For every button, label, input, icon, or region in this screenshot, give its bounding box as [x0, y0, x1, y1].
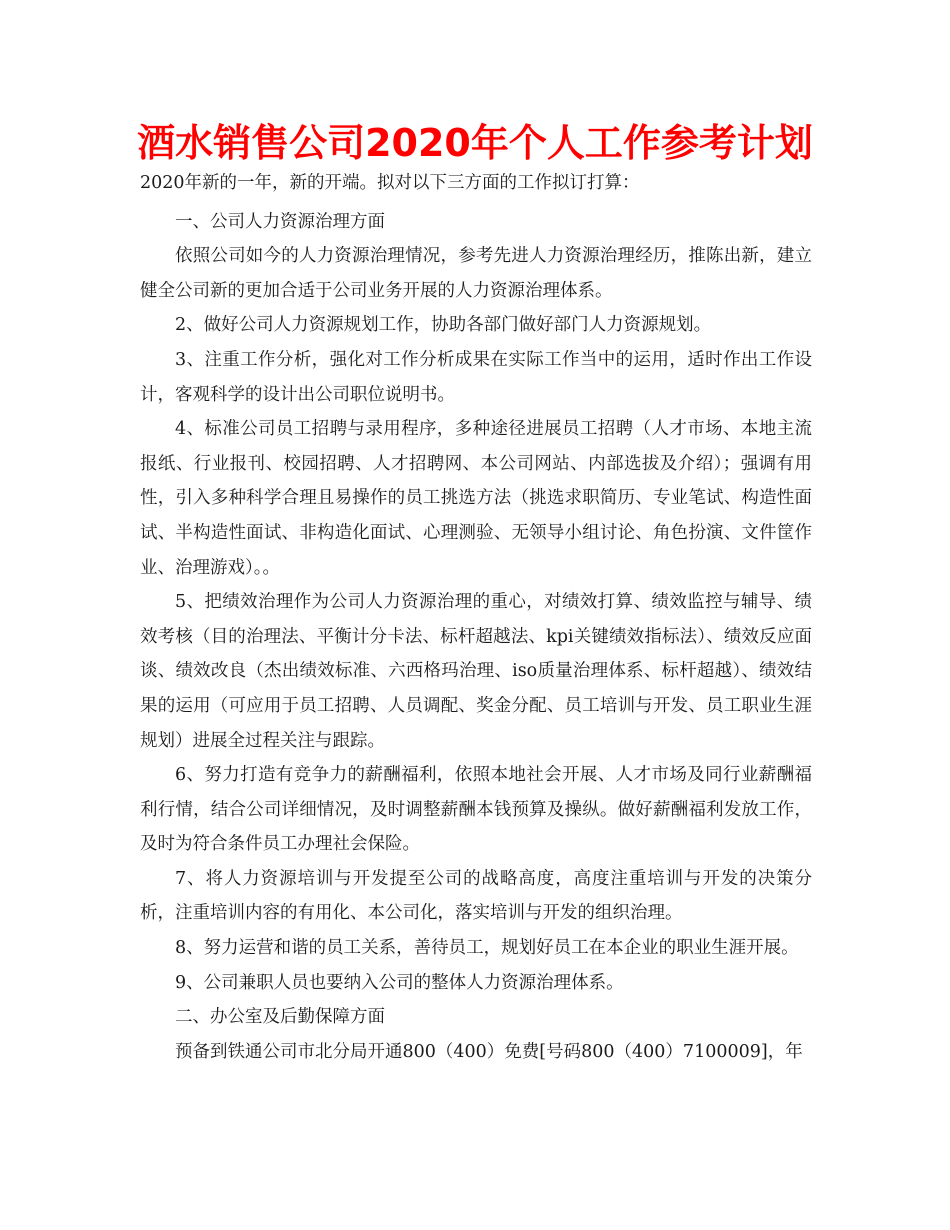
paragraph-item-3: 3、注重工作分析，强化对工作分析成果在实际工作当中的运用，适时作出工作设计，客观科学的设计出公司职位说明书。 [140, 349, 812, 405]
document-title: 酒水销售公司2020年个人工作参考计划 [137, 121, 813, 165]
paragraph-item-7: 7、将人力资源培训与开发提至公司的战略高度，高度注重培训与开发的决策分析，注重培训内容的有用化、本公司化，落实培训与开发的组织治理。 [140, 868, 812, 924]
document-body [140, 166, 812, 1069]
paragraph-item-1: 依照公司如今的人力资源治理情况，参考先进人力资源治理经历，推陈出新，建立健全公司新的更加合适于公司业务开展的人力资源治理体系。 [140, 246, 812, 301]
paragraph-item-9: 9、公司兼职人员也要纳入公司的整体人力资源治理体系。 [175, 972, 624, 993]
section-heading-office: 二、办公室及后勤保障方面 [175, 1007, 385, 1028]
paragraph-item-4: 4、标准公司员工招聘与录用程序，多种途径进展员工招聘（人才市场、本地主流报纸、行业报刊、校园招聘、人才招聘网、本公司网站、内部选拔及介绍）；强调有用性，引入多种科学合理且易操作的员工挑选方法（挑选求职简历、专业笔试、构造性面试、半构造性面试、非构造化面试、心理测验、无领导小组讨论、角色扮演、文件筐作业、治理游戏）。。 [140, 419, 812, 578]
paragraph-item-6: 6、努力打造有竞争力的薪酬福利，依照本地社会开展、人才市场及同行业薪酬福利行情，结合公司详细情况，及时调整薪酬本钱预算及操纵。做好薪酬福利发放工作，及时为符合条件员工办理社会保险。 [140, 765, 812, 855]
paragraph-item-2: 2、做好公司人力资源规划工作，协助各部门做好部门人力资源规划。 [175, 315, 712, 336]
paragraph-item-5: 5、把绩效治理作为公司人力资源治理的重心，对绩效打算、绩效监控与辅导、绩效考核（目的治理法、平衡计分卡法、标杆超越法、kpi关键绩效指标法）、绩效反应面谈、绩效改良（杰出绩效标准、六西格玛治理、iso质量治理体系、标杆超越）、绩效结果的运用（可应用于员工招聘、人员调配、奖金分配、员工培训与开发、员工职业生涯规划）进展全过程关注与跟踪。 [140, 592, 812, 751]
intro-paragraph: 2020年新的一年，新的开端。拟对以下三方面的工作拟订打算： [140, 173, 640, 193]
paragraph-item-8: 8、努力运营和谐的员工关系，善待员工，规划好员工在本企业的职业生涯开展。 [175, 938, 799, 959]
section-heading-hr: 一、公司人力资源治理方面 [175, 211, 385, 232]
paragraph-office-1: 预备到铁通公司市北分局开通800（400）免费[号码800（400）7100009]，年 [175, 1041, 803, 1062]
